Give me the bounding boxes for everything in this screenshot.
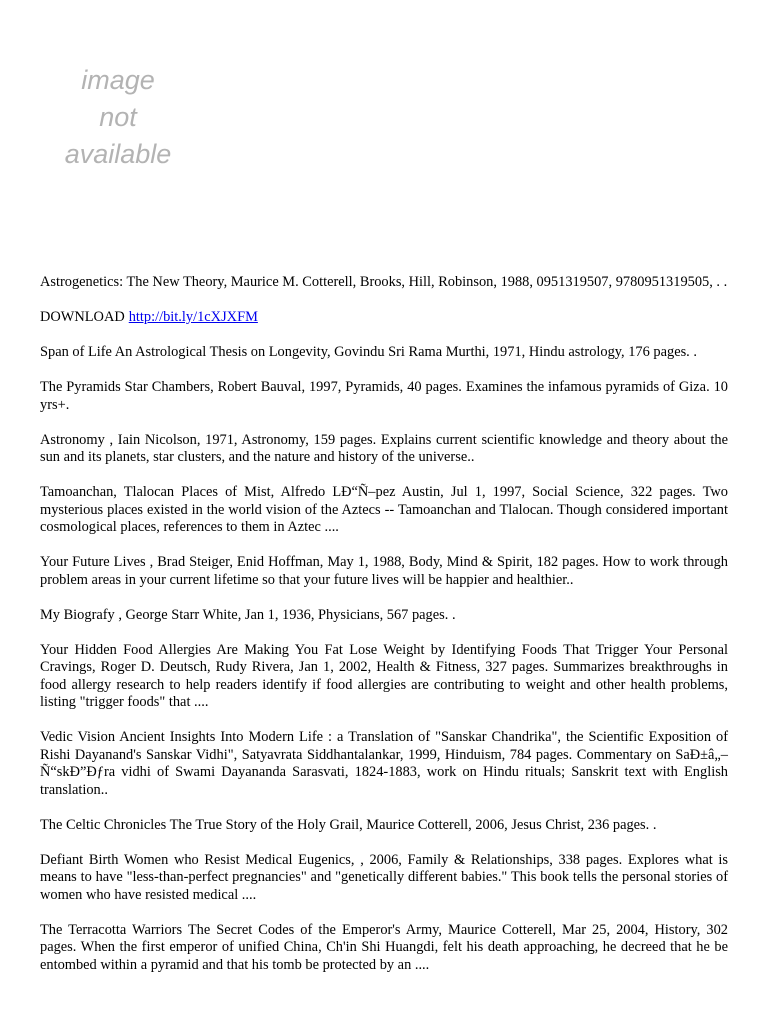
book-entry: My Biografy , George Starr White, Jan 1, 1936, Physicians, 567 pages. . — [40, 606, 456, 623]
book-entry: Tamoanchan, Tlalocan Places of Mist, Alfredo LÐ“Ñ–pez Austin, Jul 1, 1997, Social Science, 322 pages. Two mysterious places existed in the world vision of the Aztecs -- Tamoanchan and Tlalocan. Though considered important cosmological places, references to them in Aztec .... — [40, 484, 728, 535]
book-entry: Span of Life An Astrological Thesis on Longevity, Govindu Sri Rama Murthi, 1971, Hindu astrology, 176 pages. . — [40, 344, 697, 360]
book-entry: Defiant Birth Women who Resist Medical Eugenics, , 2006, Family & Relationships, 338 pages. Explores what is means to have "less-than-perfect pregnancies" and "genetically different babies." This book tells the personal stories of women who have resisted medical .... — [40, 851, 728, 903]
book-entry: The Celtic Chronicles The True Story of the Holy Grail, Maurice Cotterell, 2006, Jesus Christ, 236 pages. . — [40, 816, 657, 833]
image-not-available-placeholder — [52, 62, 184, 173]
download-row — [40, 309, 728, 327]
book-entry: The Terracotta Warriors The Secret Codes of the Emperor's Army, Maurice Cotterell, Mar 25, 2004, History, 302 pages. When the first emperor of unified China, Ch'in Shi Huangdi, felt his death approaching, he decreed that he be entombed within a pyramid and that his tomb be protected by an .... — [40, 921, 728, 973]
placeholder-line-2: not — [99, 102, 137, 132]
book-entry: Vedic Vision Ancient Insights Into Modern Life : a Translation of "Sanskar Chandrika", the Scientific Exposition of Rishi Dayanand's Sanskar Vidhi", Satyavrata Siddhantalankar, 1999, Hinduism, 784 pages. Commentary on SaÐ±â„–Ñ“skÐ”Ðƒra vidhi of Swami Dayananda Sarasvati, 1824-1883, work on Hindu rituals; Sanskrit text with English translation.. — [40, 729, 728, 798]
book-entry: Your Hidden Food Allergies Are Making You Fat Lose Weight by Identifying Foods That Trigger Your Personal Cravings, Roger D. Deutsch, Rudy Rivera, Jan 1, 2002, Health & Fitness, 327 pages. Summarizes breakthroughs in food allergy research to help readers identify if food allergies are contributing to weight and other health problems, listing "trigger foods" that .... — [40, 641, 728, 710]
book-entry: Your Future Lives , Brad Steiger, Enid Hoffman, May 1, 1988, Body, Mind & Spirit, 182 pages. How to work through problem areas in your current lifetime so that your future lives will be happier and healthier.. — [40, 554, 728, 588]
book-entry: Astronomy , Iain Nicolson, 1971, Astronomy, 159 pages. Explains current scientific knowledge and theory about the sun and its planets, star clusters, and the nature and history of the universe.. — [40, 431, 728, 465]
book-entry: The Pyramids Star Chambers, Robert Bauval, 1997, Pyramids, 40 pages. Examines the infamous pyramids of Giza. 10 yrs+. — [40, 379, 728, 413]
download-link[interactable]: http://bit.ly/1cXJXFM — [128, 309, 258, 325]
book-entry-main: Astrogenetics: The New Theory, Maurice M. Cotterell, Brooks, Hill, Robinson, 1988, 0951319507, 9780951319505, . . — [40, 274, 728, 290]
book-list — [40, 274, 728, 974]
placeholder-line-3: available — [64, 139, 172, 169]
download-label: DOWNLOAD — [40, 309, 125, 325]
placeholder-line-1: image — [81, 65, 155, 95]
